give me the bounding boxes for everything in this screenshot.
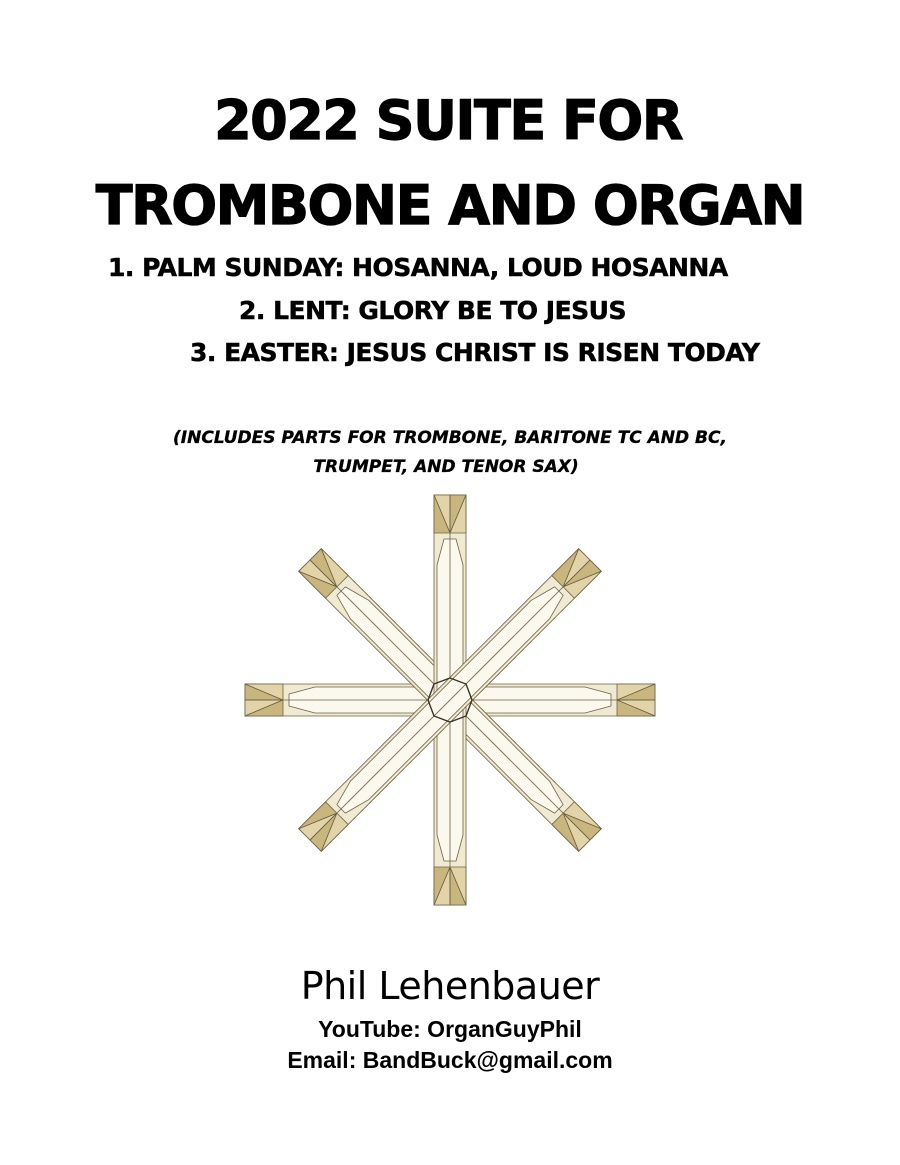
emblem-arms [245,495,655,905]
title-line-1: 2022 SUITE FOR [214,89,682,152]
movement-1: 1. PALM SUNDAY: HOSANNA, LOUD HOSANNA [108,253,728,282]
instrumentation-note-line-2: TRUMPET, AND TENOR SAX) [313,457,579,477]
youtube-contact: YouTube: OrganGuyPhil [318,1016,582,1042]
author-name: Phil Lehenbauer [300,964,600,1008]
cross-star-emblem [240,490,660,910]
title-line-2: TROMBONE AND ORGAN [95,174,805,237]
movement-2: 2. LENT: GLORY BE TO JESUS [239,296,626,325]
instrumentation-note-line-1: (INCLUDES PARTS FOR TROMBONE, BARITONE TC AND BC, [173,428,727,448]
email-contact: Email: BandBuck@gmail.com [287,1047,613,1073]
movement-3: 3. EASTER: JESUS CHRIST IS RISEN TODAY [190,338,760,367]
